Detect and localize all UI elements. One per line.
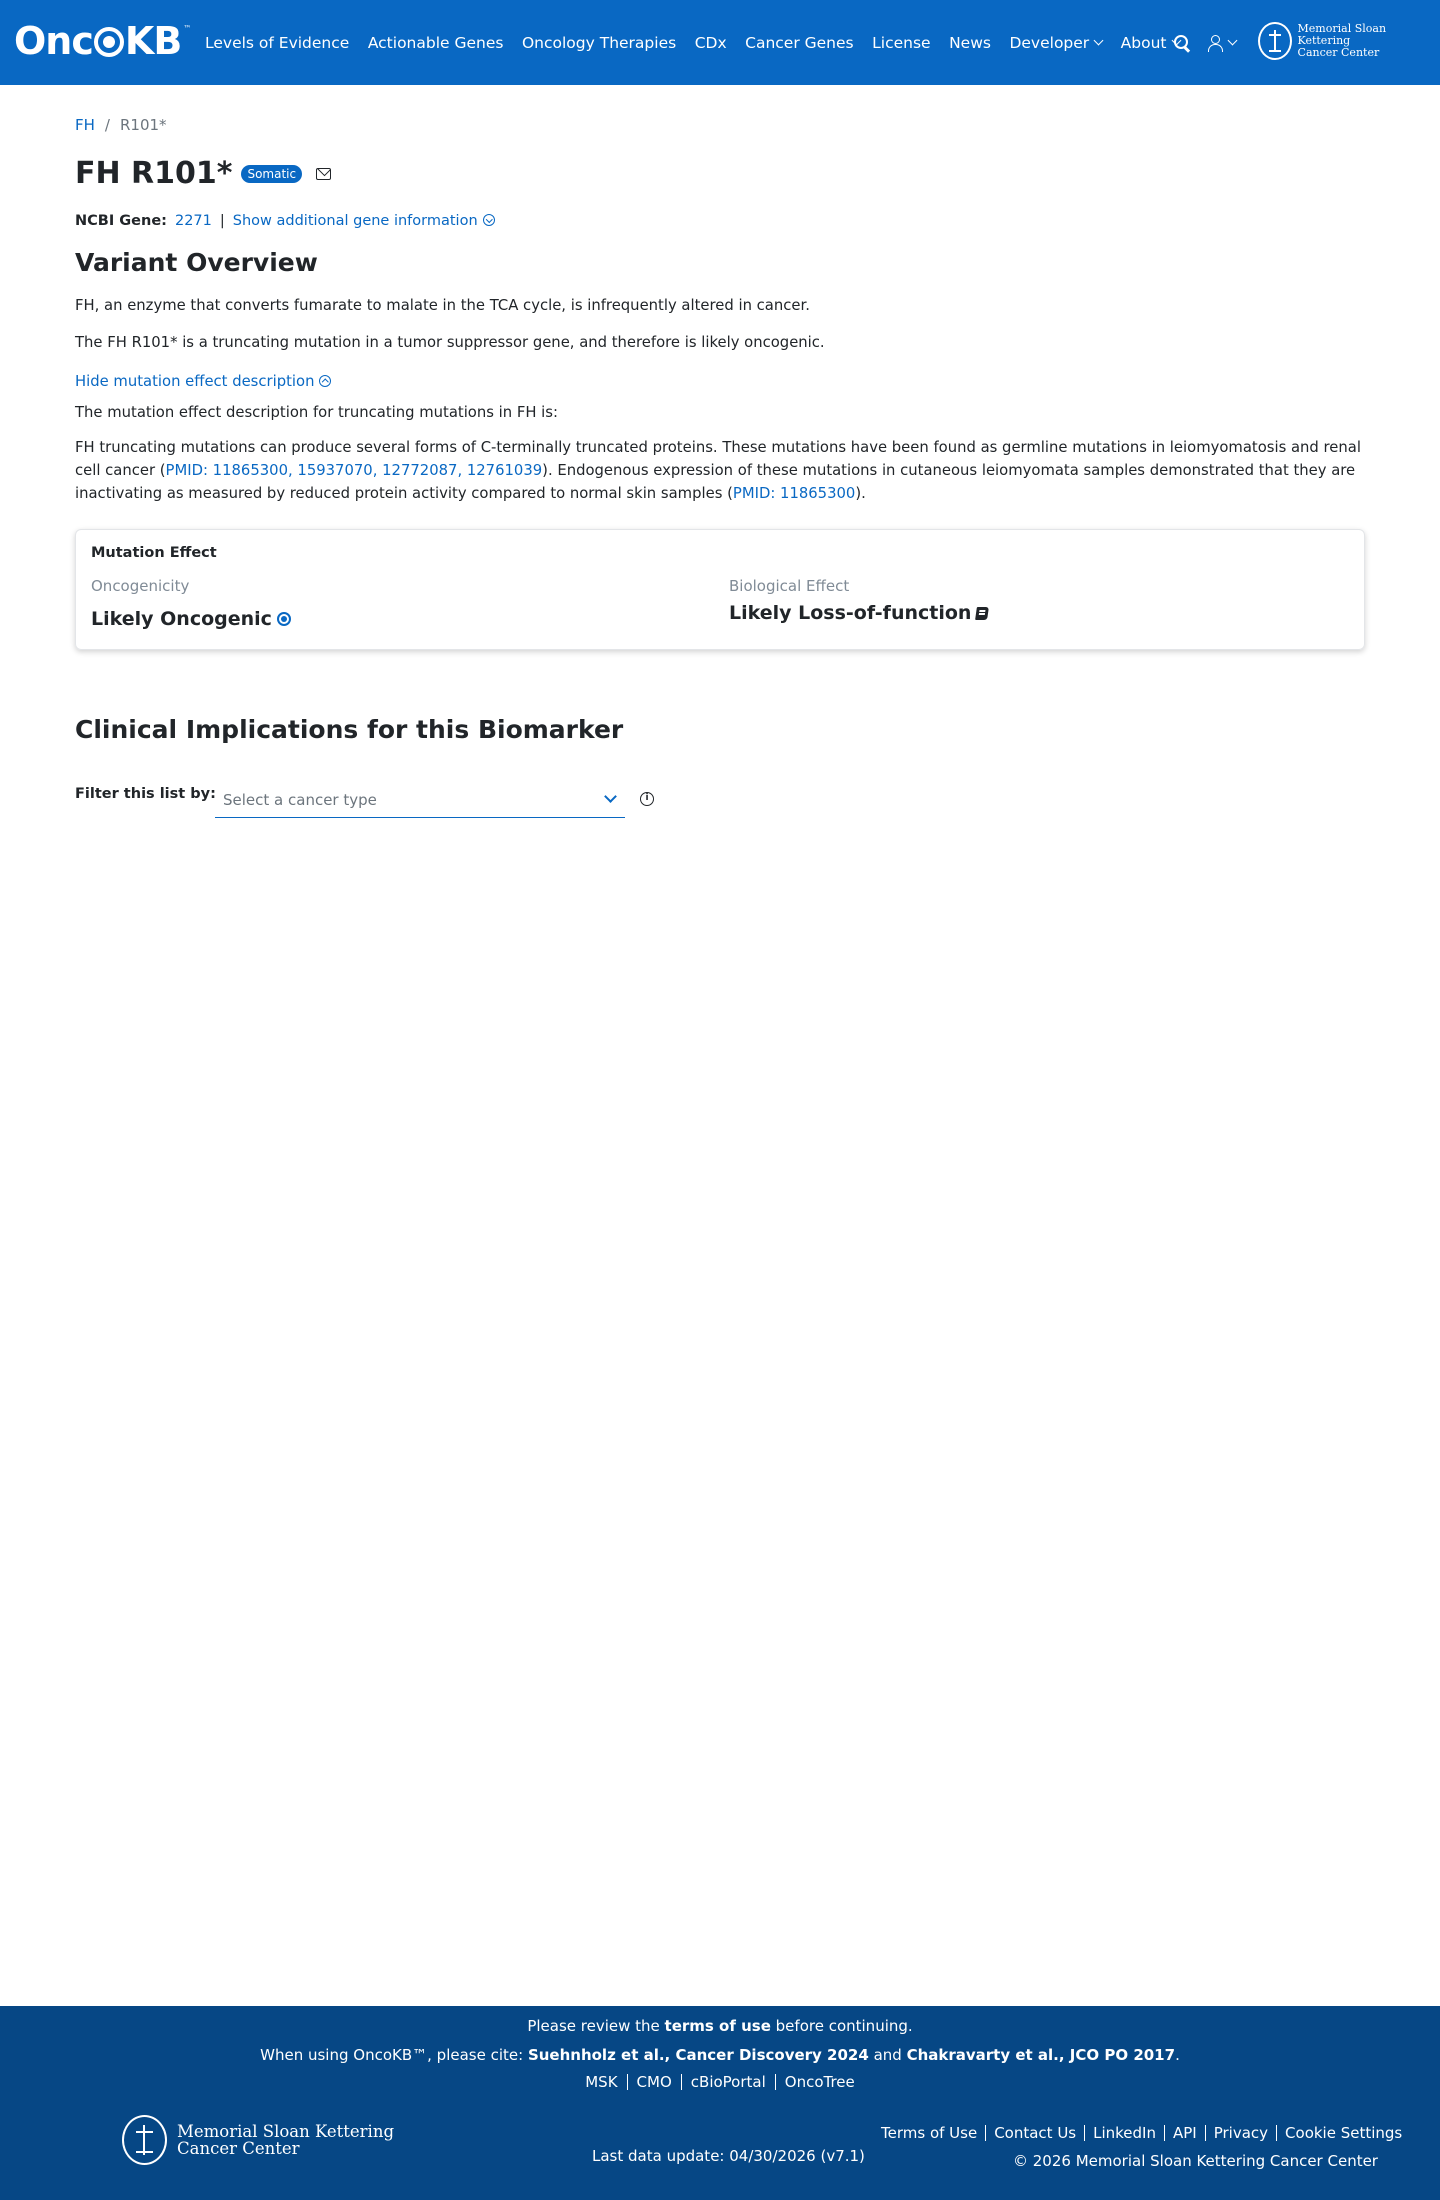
footer bbox=[0, 2006, 1440, 2200]
breadcrumb-gene-link[interactable]: FH bbox=[75, 116, 95, 134]
nav-levels-of-evidence[interactable]: Levels of Evidence bbox=[205, 33, 350, 52]
variant-overview-heading: Variant Overview bbox=[75, 248, 318, 277]
search-icon[interactable] bbox=[1173, 34, 1191, 52]
nav-icons bbox=[1173, 0, 1236, 85]
filter-label: Filter this list by: bbox=[75, 786, 216, 802]
nav-about-dropdown[interactable] bbox=[1121, 34, 1180, 52]
mutation-effect-intro: The mutation effect description for truncating mutations in FH is: bbox=[75, 404, 558, 421]
nav-developer-dropdown[interactable] bbox=[1009, 34, 1102, 52]
nav-oncology-therapies[interactable]: Oncology Therapies bbox=[521, 33, 677, 52]
partner-links bbox=[0, 2074, 1440, 2090]
footer-link-contact[interactable]: Contact Us bbox=[986, 2125, 1085, 2141]
chevron-down-icon bbox=[1228, 36, 1238, 46]
terms-of-use-link[interactable]: terms of use bbox=[664, 2017, 771, 2035]
citation-notice: When using OncoKB™, please cite: Suehnholz et al., Cancer Discovery 2024 and Chakravarty et al., JCO PO 2017. bbox=[260, 2046, 1180, 2064]
footer-link-privacy[interactable]: Privacy bbox=[1206, 2125, 1277, 2141]
circle-chevron-down-icon bbox=[483, 214, 495, 226]
footer-link-terms[interactable]: Terms of Use bbox=[873, 2125, 986, 2141]
nav-cancer-genes[interactable]: Cancer Genes bbox=[745, 33, 854, 52]
mail-icon[interactable] bbox=[316, 168, 331, 180]
top-navbar bbox=[0, 0, 1440, 85]
logo-trademark: ™ bbox=[183, 24, 192, 33]
breadcrumb-current: R101* bbox=[119, 116, 167, 134]
footer-link-api[interactable]: API bbox=[1165, 2125, 1206, 2141]
chevron-down-icon bbox=[604, 790, 617, 803]
ncbi-gene-label: NCBI Gene: bbox=[75, 213, 167, 229]
mutation-effect-card bbox=[75, 529, 1365, 650]
logo-text: Onc KB bbox=[14, 19, 182, 63]
clinical-implications-heading: Clinical Implications for this Biomarker bbox=[75, 715, 624, 744]
user-icon bbox=[1207, 34, 1223, 52]
footer-link-cmo[interactable]: CMO bbox=[628, 2074, 682, 2090]
mutation-effect-title: Mutation Effect bbox=[91, 545, 217, 561]
hide-mutation-effect-label: Hide mutation effect description bbox=[75, 373, 315, 390]
chevron-down-icon bbox=[1094, 36, 1104, 46]
somatic-badge: Somatic bbox=[241, 165, 302, 183]
msk-emblem-icon bbox=[1258, 22, 1292, 60]
ncbi-gene-link[interactable]: 2271 bbox=[174, 213, 212, 229]
variant-summary: The FH R101* is a truncating mutation in a tumor suppressor gene, and therefore is likely oncogenic. bbox=[75, 334, 825, 351]
terms-notice: Please review the terms of use before continuing. bbox=[527, 2017, 913, 2035]
nav-cdx[interactable]: CDx bbox=[694, 33, 727, 52]
msk-emblem-icon bbox=[122, 2115, 167, 2165]
hide-mutation-effect-toggle[interactable] bbox=[75, 370, 331, 393]
nav-license[interactable]: License bbox=[872, 33, 931, 52]
nav-about-label: About bbox=[1120, 33, 1167, 52]
biological-effect-label: Biological Effect bbox=[729, 577, 850, 595]
circle-chevron-up-icon bbox=[319, 375, 331, 387]
logo-target-icon bbox=[94, 27, 124, 57]
main-nav bbox=[205, 0, 1198, 85]
account-dropdown[interactable] bbox=[1207, 34, 1236, 52]
footer-link-msk[interactable]: MSK bbox=[576, 2074, 627, 2090]
footer-link-cbioportal[interactable]: cBioPortal bbox=[682, 2074, 776, 2090]
citation-1[interactable]: Suehnholz et al., Cancer Discovery 2024 bbox=[527, 2046, 869, 2064]
msk-footer-logo[interactable] bbox=[122, 2115, 394, 2165]
variant-title: FH R101* bbox=[75, 156, 233, 191]
footer-link-linkedin[interactable]: LinkedIn bbox=[1085, 2125, 1165, 2141]
page-title bbox=[75, 156, 331, 191]
footer-right-links bbox=[873, 2125, 1410, 2141]
cancer-type-select[interactable] bbox=[215, 782, 625, 818]
last-data-update: Last data update: 04/30/2026 (v7.1) bbox=[592, 2147, 865, 2165]
footer-link-cookie-settings[interactable]: Cookie Settings bbox=[1285, 2124, 1403, 2142]
pmid-link[interactable]: PMID: 11865300 bbox=[732, 485, 856, 502]
mutation-effect-description: FH truncating mutations can produce several forms of C-terminally truncated proteins. These mutations have been found as germline mutations in leiomyomatosis and renal cell cancer (PMID: 11865300, 15937070, 12772087, 12761039). Endogenous expression of these mutations in cutaneous leiomyomata samples demonstrated that they are inactivating as measured by reduced protein activity compared to normal skin samples (PMID: 11865300). bbox=[75, 439, 1361, 502]
show-gene-info-label: Show additional gene information bbox=[232, 213, 478, 229]
nav-actionable-genes[interactable]: Actionable Genes bbox=[367, 33, 504, 52]
gene-info-line bbox=[75, 213, 495, 229]
oncogenicity-label: Oncogenicity bbox=[91, 577, 190, 595]
msk-footer-text: Memorial Sloan Kettering Cancer Center bbox=[177, 2122, 395, 2158]
info-icon[interactable]: i bbox=[640, 792, 654, 806]
cancer-type-placeholder: Select a cancer type bbox=[223, 791, 377, 809]
footer-link-oncotree[interactable]: OncoTree bbox=[784, 2073, 855, 2091]
book-icon[interactable] bbox=[976, 607, 990, 620]
breadcrumb bbox=[75, 116, 167, 134]
msk-logo[interactable] bbox=[1258, 22, 1440, 60]
gene-summary: FH, an enzyme that converts fumarate to malate in the TCA cycle, is infrequently altered in cancer. bbox=[75, 297, 810, 314]
copyright: © 2026 Memorial Sloan Kettering Cancer Center bbox=[1013, 2152, 1378, 2170]
citation-2[interactable]: Chakravarty et al., JCO PO 2017 bbox=[906, 2046, 1176, 2064]
divider: | bbox=[219, 213, 225, 229]
oncogenic-icon bbox=[277, 612, 291, 626]
nav-developer-label: Developer bbox=[1009, 33, 1090, 52]
oncokb-logo[interactable] bbox=[14, 18, 191, 64]
breadcrumb-separator: / bbox=[104, 116, 110, 134]
pmid-link[interactable]: PMID: 11865300, 15937070, 12772087, 12761039 bbox=[165, 462, 543, 479]
biological-effect-value: Likely Loss-of-function bbox=[729, 602, 988, 624]
nav-news[interactable]: News bbox=[949, 33, 991, 52]
msk-logo-text: Memorial Sloan Kettering Cancer Center bbox=[1297, 22, 1387, 59]
show-gene-info-toggle[interactable] bbox=[233, 213, 495, 229]
oncogenicity-value: Likely Oncogenic bbox=[91, 608, 291, 630]
